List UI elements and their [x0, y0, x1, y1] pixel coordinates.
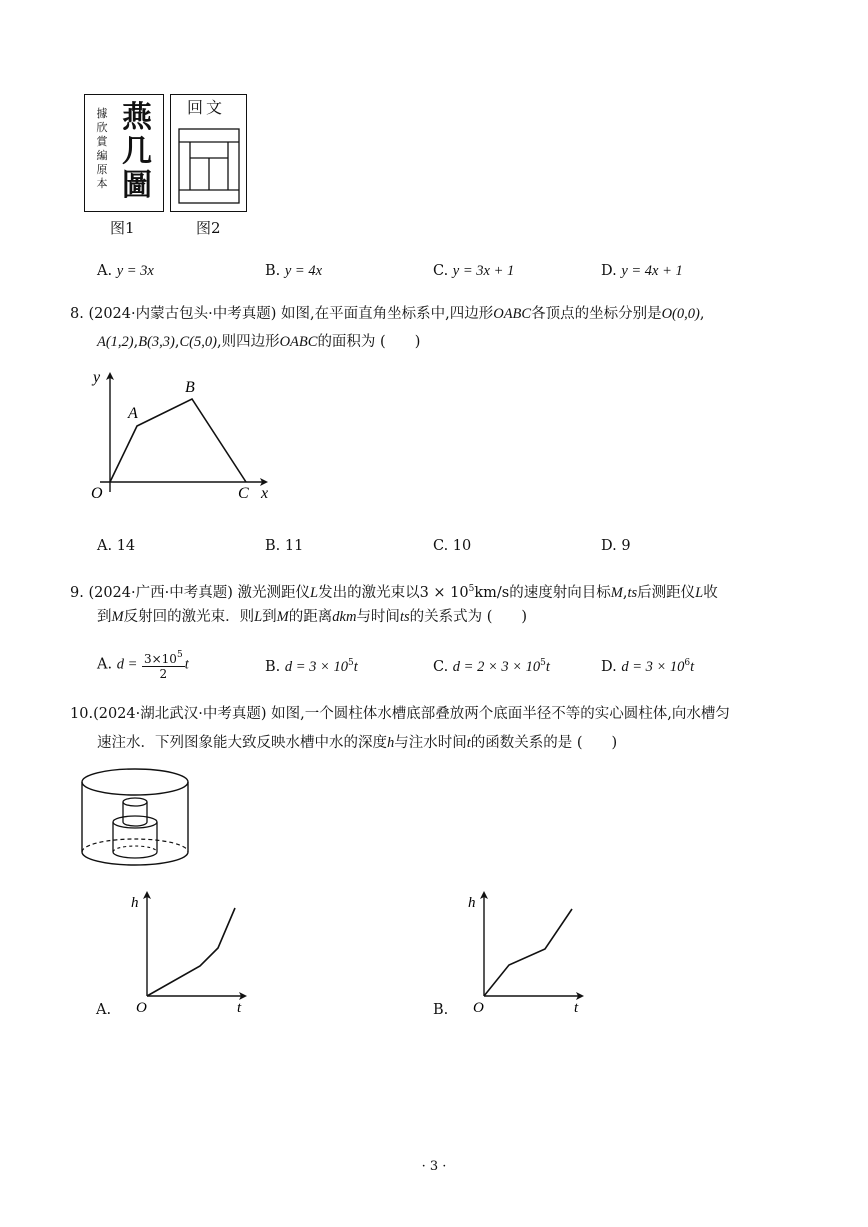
q8-line-2: A(1,2),B(3,3),C(5,0),则四边形OABC的面积为 ( )	[97, 334, 421, 350]
q9-line-2: 到M反射回的激光束．则L到M的距离dkm与时间ts的关系式为 ( )	[97, 609, 528, 625]
q7-option-c[interactable]: C. y = 3x + 1	[433, 263, 515, 279]
q7-option-b[interactable]: B. y = 4x	[265, 263, 323, 279]
q9-option-a[interactable]: A. d = $\frac{3\times 10^5}{2}$ t	[97, 650, 189, 681]
side-char: 編	[96, 149, 108, 162]
figure-2-tangram	[178, 128, 240, 204]
figure-1-caption: 图1	[110, 219, 135, 237]
q8-label-c: C	[238, 485, 249, 502]
figure-1	[84, 94, 164, 212]
q10-option-b-label[interactable]: B.	[433, 1002, 449, 1018]
q8-label-y: y	[93, 369, 101, 386]
q8-label-a: A	[128, 405, 138, 422]
q9-source: (2024·广西·中考真题)	[88, 585, 233, 601]
q8-option-a[interactable]: A. 14	[97, 538, 136, 554]
q8-option-c[interactable]: C. 10	[433, 538, 472, 554]
q10-graph-a[interactable]	[125, 885, 260, 1020]
q10-line-1: 10.(2024·湖北武汉·中考真题) 如图,一个圆柱体水槽底部叠放两个底面半径不等的实心圆柱体,向水槽匀	[70, 706, 730, 722]
q9-line-1: 9. (2024·广西·中考真题) 激光测距仪L发出的激光束以$3 \times 10^5km/s$的速度射向目标M,ts后测距仪L收	[70, 584, 718, 601]
q9-option-d[interactable]: D. $d = 3 \times 10^6t$	[601, 658, 695, 675]
q10-graph-a-h: h	[131, 895, 139, 911]
q8-line-1: 8. (2024·内蒙古包头·中考真题) 如图,在平面直角坐标系中,四边形OABC各顶点的坐标分别是O(0,0),	[70, 306, 705, 322]
q8-label-x: x	[261, 485, 269, 502]
q9-option-b[interactable]: B. $d = 3 \times 10^5t$	[265, 658, 358, 675]
q10-tank-figure	[78, 765, 194, 875]
q10-graph-b[interactable]	[462, 885, 597, 1020]
side-char: 原	[96, 163, 108, 176]
q8-option-d[interactable]: D. 9	[601, 538, 631, 554]
q10-graph-b-t: t	[574, 1000, 579, 1016]
q8-label-b: B	[185, 379, 195, 396]
figure-1-side-text	[95, 107, 109, 191]
figure-2	[170, 94, 247, 212]
q7-option-d[interactable]: D. y = 4x + 1	[601, 263, 683, 279]
q8-label-o: O	[91, 485, 103, 502]
q9-option-a-fraction: $\frac{3\times 10^5}{2}$	[143, 650, 183, 681]
q8-option-b[interactable]: B. 11	[265, 538, 304, 554]
side-char: 賞	[96, 135, 108, 148]
main-char: 燕	[122, 100, 152, 135]
q10-graph-a-t: t	[237, 1000, 242, 1016]
q10-number: 10.	[70, 706, 94, 722]
q10-graph-a-o: O	[136, 1000, 147, 1016]
q10-graph-b-line	[484, 909, 572, 996]
q9-option-c[interactable]: C. $d = 2 \times 3 \times 10^5t$	[433, 658, 550, 675]
figure-2-caption: 图2	[196, 219, 221, 237]
q10-line-2: 速注水．下列图象能大致反映水槽中水的深度h与注水时间t的函数关系的是 ( )	[97, 735, 618, 751]
main-char: 几	[122, 134, 152, 169]
side-char: 據	[96, 107, 108, 120]
side-char: 本	[96, 177, 108, 190]
page-number: · 3 ·	[421, 1159, 447, 1174]
q10-graph-a-line	[147, 908, 235, 996]
q8-number: 8.	[70, 306, 84, 322]
q7-option-a[interactable]: A. y = 3x	[97, 263, 154, 279]
q10-option-a-label[interactable]: A.	[96, 1002, 112, 1018]
q10-source: (2024·湖北武汉·中考真题)	[93, 706, 267, 722]
q9-number: 9.	[70, 585, 84, 601]
side-char: 欣	[96, 121, 108, 134]
q10-graph-b-o: O	[473, 1000, 484, 1016]
q10-graph-b-h: h	[468, 895, 476, 911]
main-char: 圖	[122, 168, 152, 203]
figure-2-title: 回文	[187, 98, 226, 117]
q8-coordinate-figure	[80, 360, 280, 505]
q8-source: (2024·内蒙古包头·中考真题)	[88, 306, 277, 322]
figure-1-main-text	[117, 101, 157, 203]
